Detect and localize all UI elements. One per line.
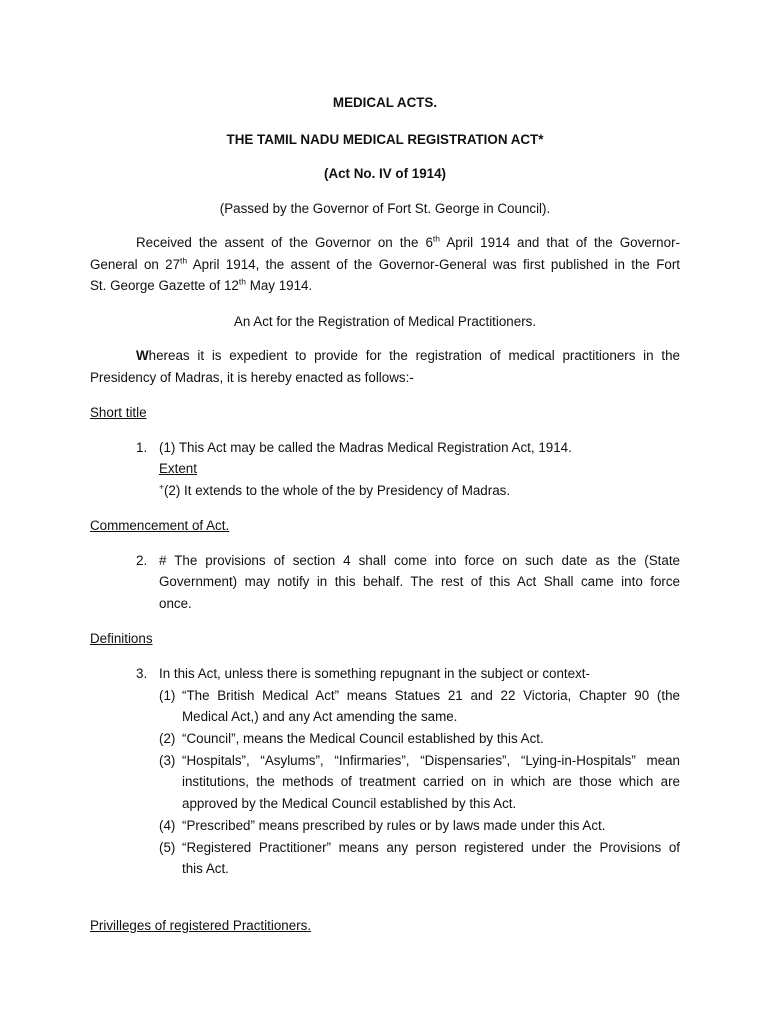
section-3-intro: In this Act, unless there is something repugnant in the subject or context- (159, 666, 590, 681)
passed-by-note: (Passed by the Governor of Fort St. George in Council). (219, 201, 551, 216)
act-description: An Act for the Registration of Medical Practitioners. (233, 314, 537, 329)
section-2-line-1: # The provisions of section 4 shall come into force on such date as the (State (159, 553, 680, 568)
definition-2-line-1: “Council”, means the Medical Council established by this Act. (182, 731, 544, 746)
heading-privileges: Privilleges of registered Practitioners. (90, 918, 312, 933)
assent-line-3: St. George Gazette of 12th May 1914. (90, 276, 313, 293)
act-number: (Act No. IV of 1914) (323, 166, 447, 181)
section-2-number: 2. (136, 553, 148, 568)
definition-3-line-2: institutions, the methods of treatment carried on in which are those which are (182, 774, 680, 789)
definition-5-line-2: this Act. (182, 861, 229, 876)
section-2-line-3: once. (159, 596, 192, 611)
definition-1-number: (1) (159, 688, 176, 703)
definition-5-line-1: “Registered Practitioner” means any person registered under the Provisions of (182, 840, 680, 855)
section-2-line-2: Government) may notify in this behalf. The rest of this Act Shall came into force (159, 574, 680, 589)
definition-5-number: (5) (159, 840, 176, 855)
definition-4-line-1: “Prescribed” means prescribed by rules or by laws made under this Act. (182, 818, 606, 833)
definition-4-number: (4) (159, 818, 176, 833)
definition-3-line-3: approved by the Medical Council established by this Act. (182, 796, 517, 811)
assent-line-2: General on 27th April 1914, the assent of the Governor-General was first published in the Fort (90, 255, 680, 272)
preamble-line-2: Presidency of Madras, it is hereby enacted as follows:- (90, 370, 414, 385)
heading-extent: Extent (159, 461, 197, 476)
heading-commencement: Commencement of Act. (90, 518, 230, 533)
definition-3-number: (3) (159, 753, 176, 768)
assent-line-1: Received the assent of the Governor on the 6th April 1914 and that of the Governor- (136, 233, 680, 250)
section-1-number: 1. (136, 440, 148, 455)
section-1-text: (1) This Act may be called the Madras Medical Registration Act, 1914. (159, 440, 572, 455)
heading-short-title: Short title (90, 405, 147, 420)
section-3-number: 3. (136, 666, 148, 681)
document-title: MEDICAL ACTS. (332, 95, 438, 110)
section-1-2-text: +(2) It extends to the whole of the by Presidency of Madras. (159, 481, 511, 498)
act-title: THE TAMIL NADU MEDICAL REGISTRATION ACT* (226, 132, 544, 147)
definition-2-number: (2) (159, 731, 176, 746)
preamble-line-1: Whereas it is expedient to provide for the registration of medical practitioners in the (136, 348, 680, 363)
heading-definitions: Definitions (90, 631, 153, 646)
definition-1-line-2: Medical Act,) and any Act amending the same. (182, 709, 458, 724)
definition-1-line-1: “The British Medical Act” means Statues 21 and 22 Victoria, Chapter 90 (the (182, 688, 680, 703)
definition-3-line-1: “Hospitals”, “Asylums”, “Infirmaries”, “Dispensaries”, “Lying-in-Hospitals” mean (182, 753, 680, 768)
